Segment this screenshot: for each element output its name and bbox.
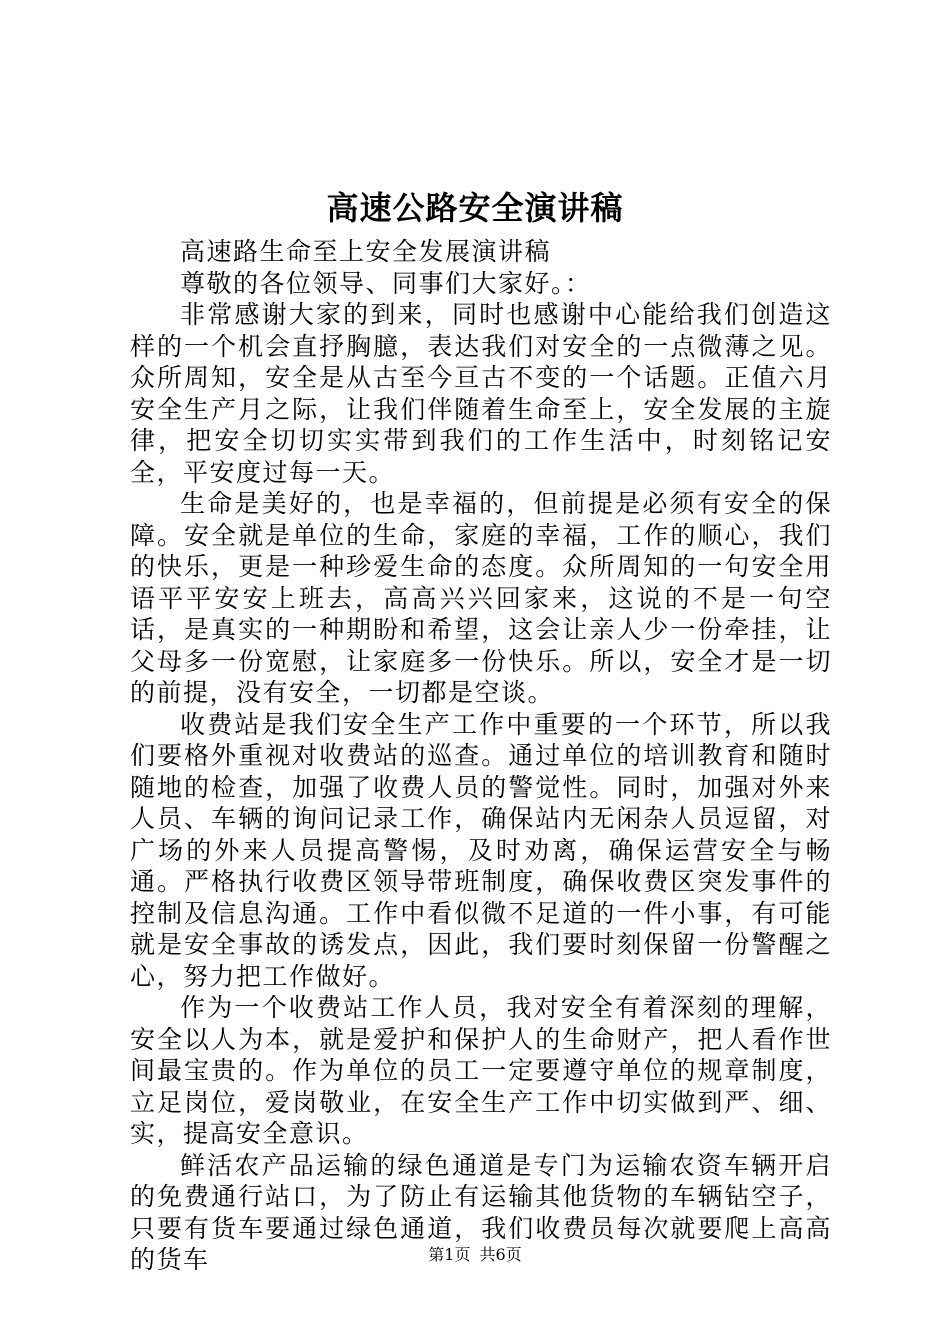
page-total: 共6页 xyxy=(479,1245,522,1264)
document-title: 高速公路安全演讲稿 xyxy=(326,189,624,227)
body-paragraph: 生命是美好的，也是幸福的，但前提是必须有安全的保障。安全就是单位的生命，家庭的幸福，工作的顺心，我们的快乐，更是一种珍爱生命的态度。众所周知的一句安全用语平平安安上班去，高高兴兴回家来，这说的不是一句空话，是真实的一种期盼和希望，这会让亲人少一份牵挂，让父母多一份宽慰，让家庭多一份快乐。所以，安全才是一切的前提，没有安全，一切都是空谈。 xyxy=(130,489,832,707)
page-number: 第1页 xyxy=(428,1245,471,1264)
body-paragraph: 鲜活农产品运输的绿色通道是专门为运输农资车辆开启的免费通行站口，为了防止有运输其他货物的车辆钻空子，只要有货车要通过绿色通道，我们收费员每次就要爬上高高的货车 xyxy=(130,1150,832,1274)
greeting-line: 尊敬的各位领导、同事们大家好。： xyxy=(180,268,592,298)
body-paragraph: 非常感谢大家的到来，同时也感谢中心能给我们创造这样的一个机会直抒胸臆，表达我们对安全的一点微薄之见。众所周知，安全是从古至今亘古不变的一个话题。正值六月安全生产月之际，让我们伴随着生命至上，安全发展的主旋律，把安全切切实实带到我们的工作生活中，时刻铭记安全，平安度过每一天。 xyxy=(130,300,832,487)
document-subtitle: 高速路生命至上安全发展演讲稿 xyxy=(180,237,552,266)
page-footer xyxy=(0,1244,950,1266)
body-paragraph: 收费站是我们安全生产工作中重要的一个环节，所以我们要格外重视对收费站的巡查。通过单位的培训教育和随时随地的检查，加强了收费人员的警觉性。同时，加强对外来人员、车辆的询问记录工作，确保站内无闲杂人员逗留，对广场的外来人员提高警惕，及时劝离，确保运营安全与畅通。严格执行收费区领导带班制度，确保收费区突发事件的控制及信息沟通。工作中看似微不足道的一件小事，有可能就是安全事故的诱发点，因此，我们要时刻保留一份警醒之心，努力把工作做好。 xyxy=(130,709,832,991)
body-paragraph: 作为一个收费站工作人员，我对安全有着深刻的理解，安全以人为本，就是爱护和保护人的生命财产，把人看作世间最宝贵的。作为单位的员工一定要遵守单位的规章制度，立足岗位，爱岗敬业，在安全生产工作中切实做到严、细、实，提高安全意识。 xyxy=(130,993,832,1148)
document-body xyxy=(130,236,832,1276)
